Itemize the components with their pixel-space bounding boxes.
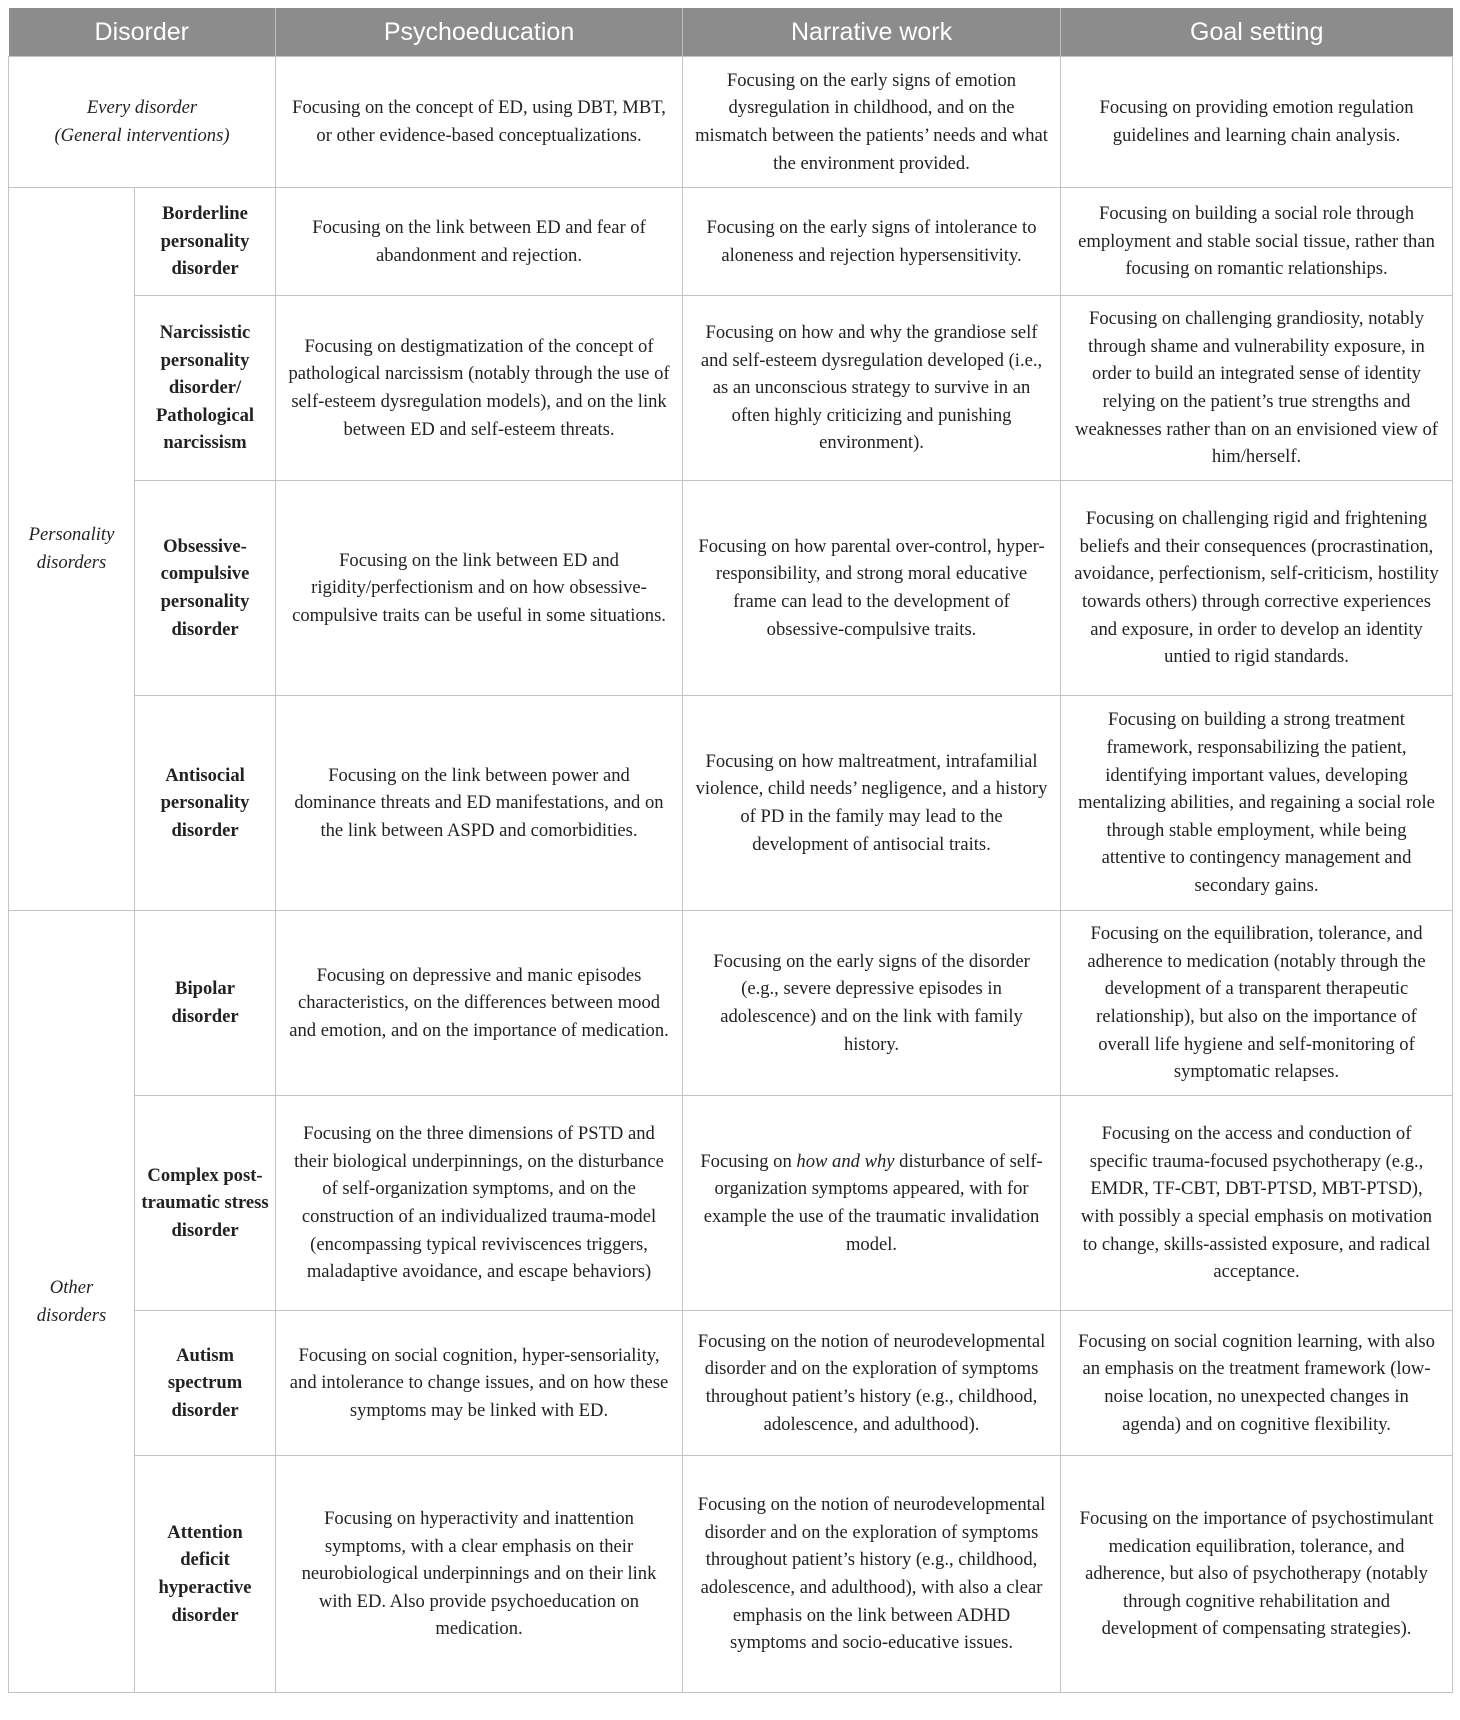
- general-narrative: Focusing on the early signs of emotion dysregulation in childhood, and on the mismatch between the patients’ needs and what the environment provided.: [683, 57, 1061, 188]
- cell-psychoeducation: Focusing on depressive and manic episodes characteristics, on the differences between mood and emotion, and on the importance of medication.: [276, 911, 683, 1096]
- cell-goal: Focusing on challenging rigid and frightening beliefs and their consequences (procrastination, avoidance, perfectionism, self-criticism, hostility towards others) through corrective experiences and exposure, in order to develop an identity untied to rigid standards.: [1061, 481, 1453, 696]
- cell-narrative: Focusing on the early signs of intolerance to aloneness and rejection hypersensitivity.: [683, 188, 1061, 296]
- disorder-name: Antisocial personality disorder: [135, 696, 276, 911]
- cell-psychoeducation: Focusing on the link between ED and rigidity/perfectionism and on how obsessive-compulsive traits can be useful in some situations.: [276, 481, 683, 696]
- cell-goal: Focusing on the equilibration, tolerance, and adherence to medication (notably through the development of a transparent therapeutic relationship), but also on the importance of overall life hygiene and self-monitoring of symptomatic relapses.: [1061, 911, 1453, 1096]
- general-label: [9, 57, 276, 188]
- cell-psychoeducation: Focusing on hyperactivity and inattention symptoms, with a clear emphasis on their neurobiological underpinnings and on their link with ED. Also provide psychoeducation on medication.: [276, 1456, 683, 1693]
- group-other-disorders: Other disorders: [9, 911, 135, 1693]
- cell-narrative: Focusing on the early signs of the disorder (e.g., severe depressive episodes in adolescence) and on the link with family history.: [683, 911, 1061, 1096]
- cell-narrative: [683, 1096, 1061, 1311]
- cell-narrative: Focusing on how parental over-control, hyper-responsibility, and strong moral educative frame can lead to the development of obsessive-compulsive traits.: [683, 481, 1061, 696]
- table-row: [9, 296, 1453, 481]
- disorder-interventions-table: [8, 8, 1453, 1693]
- disorder-name: Narcissistic personality disorder/ Pathological narcissism: [135, 296, 276, 481]
- table-row: [9, 1311, 1453, 1456]
- narrative-text-pre: Focusing on: [700, 1150, 797, 1172]
- cell-psychoeducation: Focusing on social cognition, hyper-sensoriality, and intolerance to change issues, and on how these symptoms may be linked with ED.: [276, 1311, 683, 1456]
- table-container: [8, 8, 1452, 1693]
- narrative-text-emphasis: how and why: [796, 1150, 895, 1172]
- cell-goal: Focusing on the access and conduction of specific trauma-focused psychotherapy (e.g., EMDR, TF-CBT, DBT-PTSD, MBT-PTSD), with possibly a special emphasis on motivation to change, skills-assisted exposure, and radical acceptance.: [1061, 1096, 1453, 1311]
- disorder-name: Attention deficit hyperactive disorder: [135, 1456, 276, 1693]
- table-row: [9, 1096, 1453, 1311]
- cell-narrative: Focusing on how and why the grandiose self and self-esteem dysregulation developed (i.e., as an unconscious strategy to survive in an often highly criticizing and punishing environment).: [683, 296, 1061, 481]
- disorder-name: Bipolar disorder: [135, 911, 276, 1096]
- general-label-line1: Every disorder: [86, 97, 198, 119]
- cell-psychoeducation: Focusing on destigmatization of the concept of pathological narcissism (notably through the use of self-esteem dysregulation models), and on the link between ED and self-esteem threats.: [276, 296, 683, 481]
- cell-goal: Focusing on challenging grandiosity, notably through shame and vulnerability exposure, in order to build an integrated sense of identity relying on the patient’s true strengths and weaknesses rather than on an envisioned view of him/herself.: [1061, 296, 1453, 481]
- cell-narrative: Focusing on how maltreatment, intrafamilial violence, child needs’ negligence, and a history of PD in the family may lead to the development of antisocial traits.: [683, 696, 1061, 911]
- general-psychoeducation: Focusing on the concept of ED, using DBT, MBT, or other evidence-based conceptualizations.: [276, 57, 683, 188]
- cell-narrative: Focusing on the notion of neurodevelopmental disorder and on the exploration of symptoms throughout patient’s history (e.g., childhood, adolescence, and adulthood), with also a clear emphasis on the link between ADHD symptoms and socio-educative issues.: [683, 1456, 1061, 1693]
- table-row: [9, 696, 1453, 911]
- table-row: [9, 188, 1453, 296]
- cell-psychoeducation: Focusing on the link between ED and fear of abandonment and rejection.: [276, 188, 683, 296]
- disorder-name: Obsessive-compulsive personality disorder: [135, 481, 276, 696]
- cell-psychoeducation: Focusing on the link between power and dominance threats and ED manifestations, and on the link between ASPD and comorbidities.: [276, 696, 683, 911]
- cell-psychoeducation: Focusing on the three dimensions of PSTD and their biological underpinnings, on the disturbance of self-organization symptoms, and on the construction of an individualized trauma-model (encompassing typical reviviscences triggers, maladaptive avoidance, and escape behaviors): [276, 1096, 683, 1311]
- cell-goal: Focusing on building a strong treatment framework, responsabilizing the patient, identifying important values, developing mentalizing abilities, and regaining a social role through stable employment, while being attentive to contingency management and secondary gains.: [1061, 696, 1453, 911]
- cell-narrative: Focusing on the notion of neurodevelopmental disorder and on the exploration of symptoms throughout patient’s history (e.g., childhood, adolescence, and adulthood).: [683, 1311, 1061, 1456]
- header-narrative-work: Narrative work: [683, 8, 1061, 57]
- table-row: [9, 481, 1453, 696]
- cell-goal: Focusing on social cognition learning, with also an emphasis on the treatment framework (low-noise location, no unexpected changes in agenda) and on cognitive flexibility.: [1061, 1311, 1453, 1456]
- table-row: [9, 1456, 1453, 1693]
- header-goal-setting: Goal setting: [1061, 8, 1453, 57]
- general-goal: Focusing on providing emotion regulation guidelines and learning chain analysis.: [1061, 57, 1453, 188]
- table-row: [9, 57, 1453, 188]
- general-label-line2: (General interventions): [54, 125, 230, 146]
- cell-goal: Focusing on the importance of psychostimulant medication equilibration, tolerance, and adherence, but also of psychotherapy (notably through cognitive rehabilitation and development of compensating strategies).: [1061, 1456, 1453, 1693]
- table-row: [9, 911, 1453, 1096]
- group-personality-disorders: Personality disorders: [9, 188, 135, 911]
- header-disorder: Disorder: [9, 8, 276, 57]
- disorder-name: Complex post-traumatic stress disorder: [135, 1096, 276, 1311]
- disorder-name: Autism spectrum disorder: [135, 1311, 276, 1456]
- header-psychoeducation: Psychoeducation: [276, 8, 683, 57]
- disorder-name: Borderline personality disorder: [135, 188, 276, 296]
- header-row: [9, 8, 1453, 57]
- narrative-text-post: disturbance of self-organization symptoms appeared, with for example the use of the traumatic invalidation model.: [703, 1150, 1043, 1255]
- cell-goal: Focusing on building a social role through employment and stable social tissue, rather than focusing on romantic relationships.: [1061, 188, 1453, 296]
